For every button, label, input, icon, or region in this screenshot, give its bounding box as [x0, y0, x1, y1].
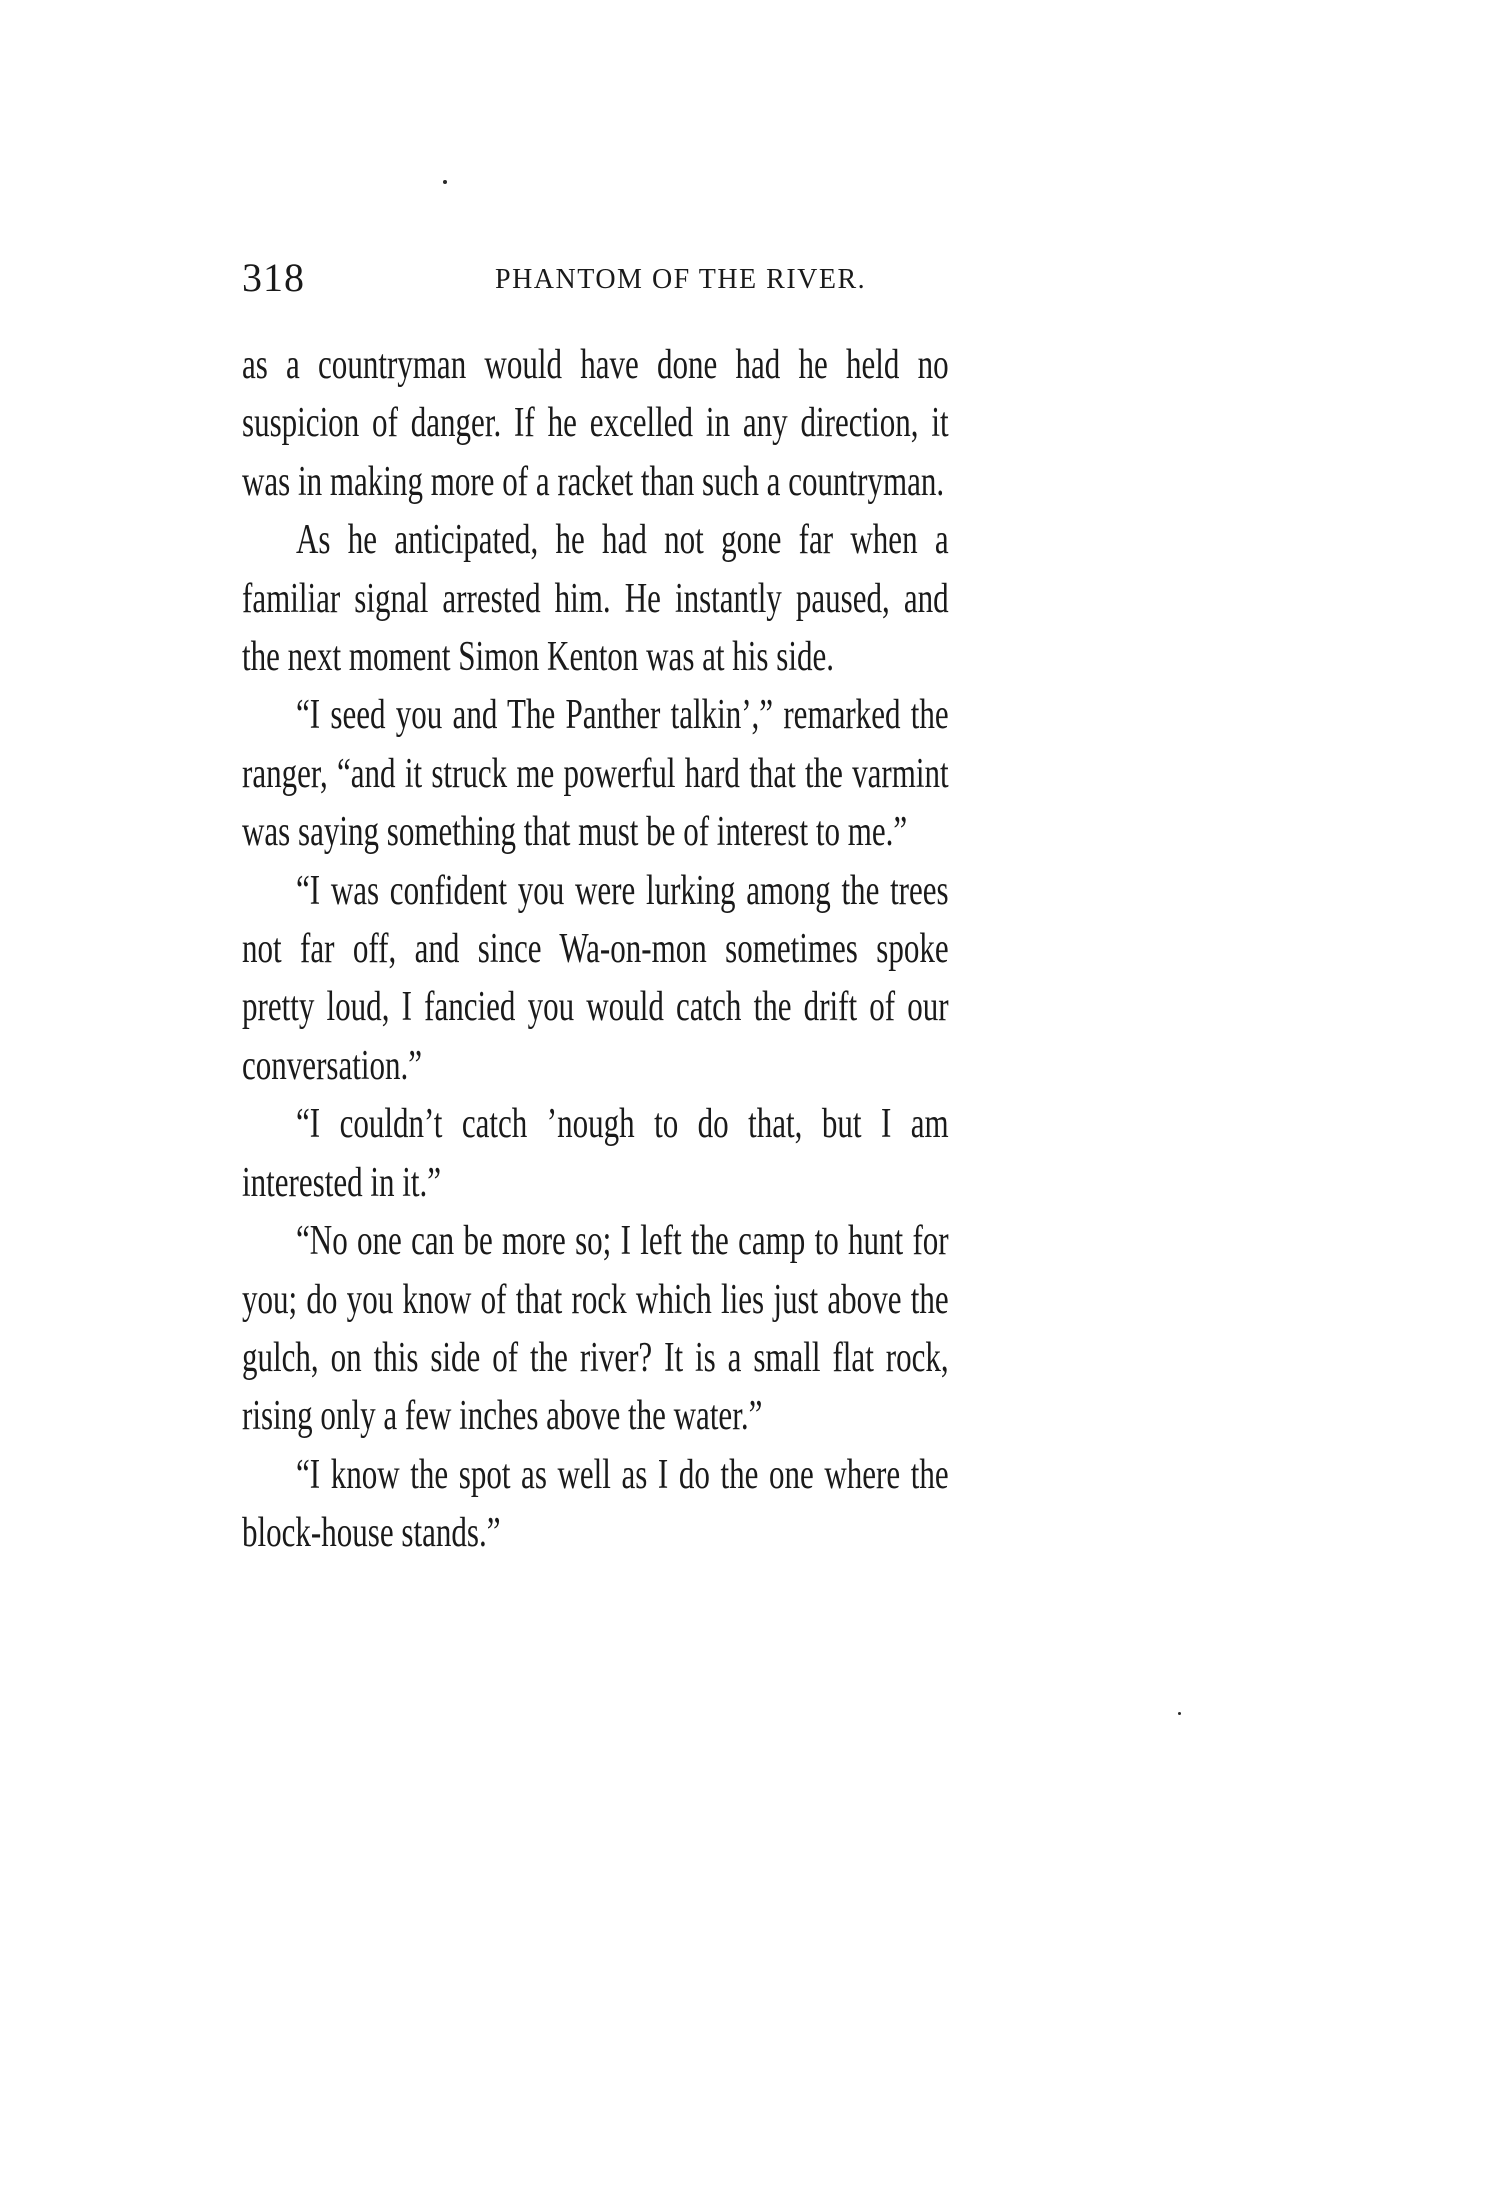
page-header [242, 255, 955, 301]
paragraph: “I couldn’t catch ’nough to do that, but I am interested in it.” [242, 1100, 949, 1206]
page-number: 318 [242, 255, 305, 300]
ink-speck [1178, 1712, 1181, 1715]
ink-speck [443, 180, 447, 184]
paragraph: As he anticipated, he had not gone far when a familiar signal arrested him. He instantly paused, and the next moment Simon Kenton was at his side. [242, 516, 949, 681]
paragraph: “I know the spot as well as I do the one where the block-house stands.” [242, 1450, 949, 1557]
paragraph: “I seed you and The Panther talkin’,” remarked the ranger, “and it struck me powerful hard that the varmint was saying something that must be of interest to me.” [242, 691, 949, 856]
running-title: PHANTOM OF THE RIVER. [495, 264, 867, 295]
body-text [242, 336, 949, 1563]
paragraph: as a countryman would have done had he held no suspicion of danger. If he excelled in any direction, it was in making more of a racket than such a countryman. [242, 341, 949, 505]
paragraph: “No one can be more so; I left the camp to hunt for you; do you know of that rock which lies just above the gulch, on this side of the river? It is a small flat rock, rising only a few inches above the water.” [242, 1217, 949, 1440]
paragraph: “I was confident you were lurking among the trees not far off, and since Wa-on-mon sometimes spoke pretty loud, I fancied you would catch the drift of our conversation.” [242, 866, 949, 1089]
